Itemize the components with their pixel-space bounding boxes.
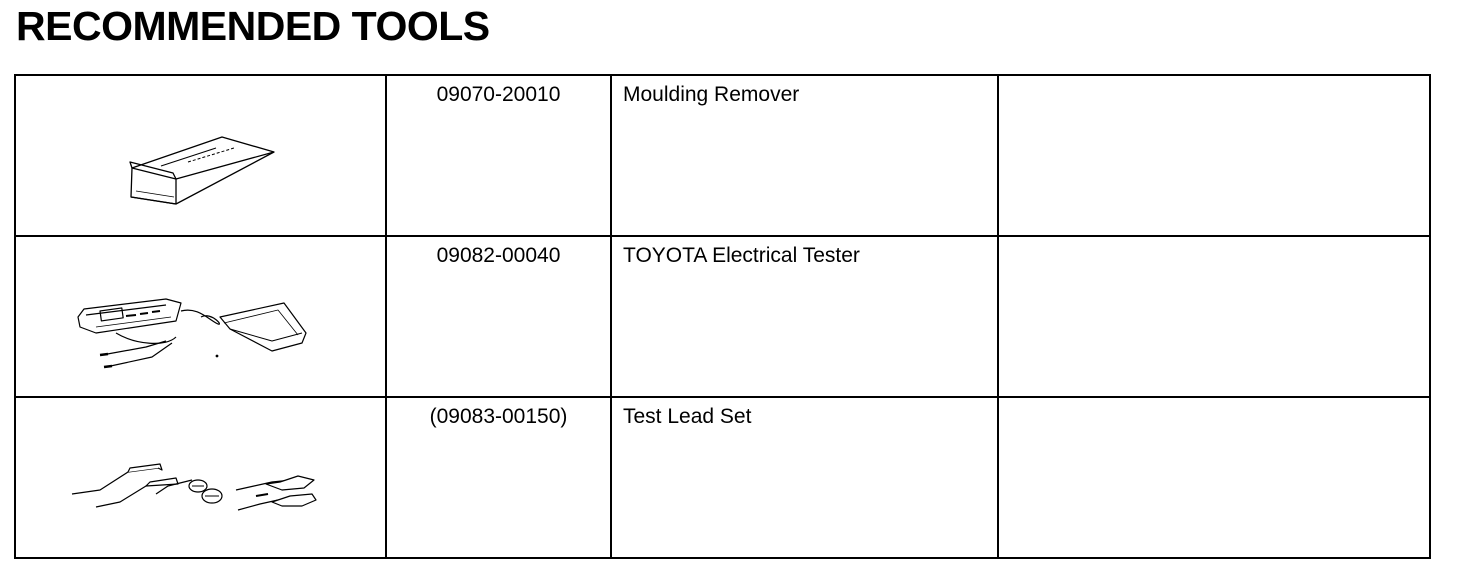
electrical-tester-illustration <box>16 237 385 396</box>
tool-illustration-cell <box>15 236 386 397</box>
table-row <box>15 75 1430 236</box>
part-number: 09070-20010 <box>436 83 561 106</box>
tool-name-cell <box>611 397 998 558</box>
tool-name: Test Lead Set <box>623 405 752 428</box>
test-lead-set-illustration <box>16 398 385 557</box>
tool-note <box>999 398 1429 405</box>
part-number-cell <box>386 397 611 558</box>
tool-name-cell <box>611 75 998 236</box>
tool-illustration-cell <box>15 75 386 236</box>
tool-name: Moulding Remover <box>623 83 800 106</box>
tools-table <box>14 74 1431 559</box>
page-title: RECOMMENDED TOOLS <box>16 3 490 49</box>
tool-illustration-cell <box>15 397 386 558</box>
tool-note-cell <box>998 236 1430 397</box>
tool-note-cell <box>998 75 1430 236</box>
part-number-cell <box>386 75 611 236</box>
tool-note-cell <box>998 397 1430 558</box>
part-number-cell <box>386 236 611 397</box>
table-row <box>15 397 1430 558</box>
tool-name-cell <box>611 236 998 397</box>
table-row <box>15 236 1430 397</box>
tool-note <box>999 237 1429 244</box>
moulding-remover-illustration <box>16 76 385 235</box>
part-number: (09083-00150) <box>429 405 568 428</box>
part-number: 09082-00040 <box>436 244 561 267</box>
tool-name: TOYOTA Electrical Tester <box>623 244 860 267</box>
tool-note <box>999 76 1429 83</box>
